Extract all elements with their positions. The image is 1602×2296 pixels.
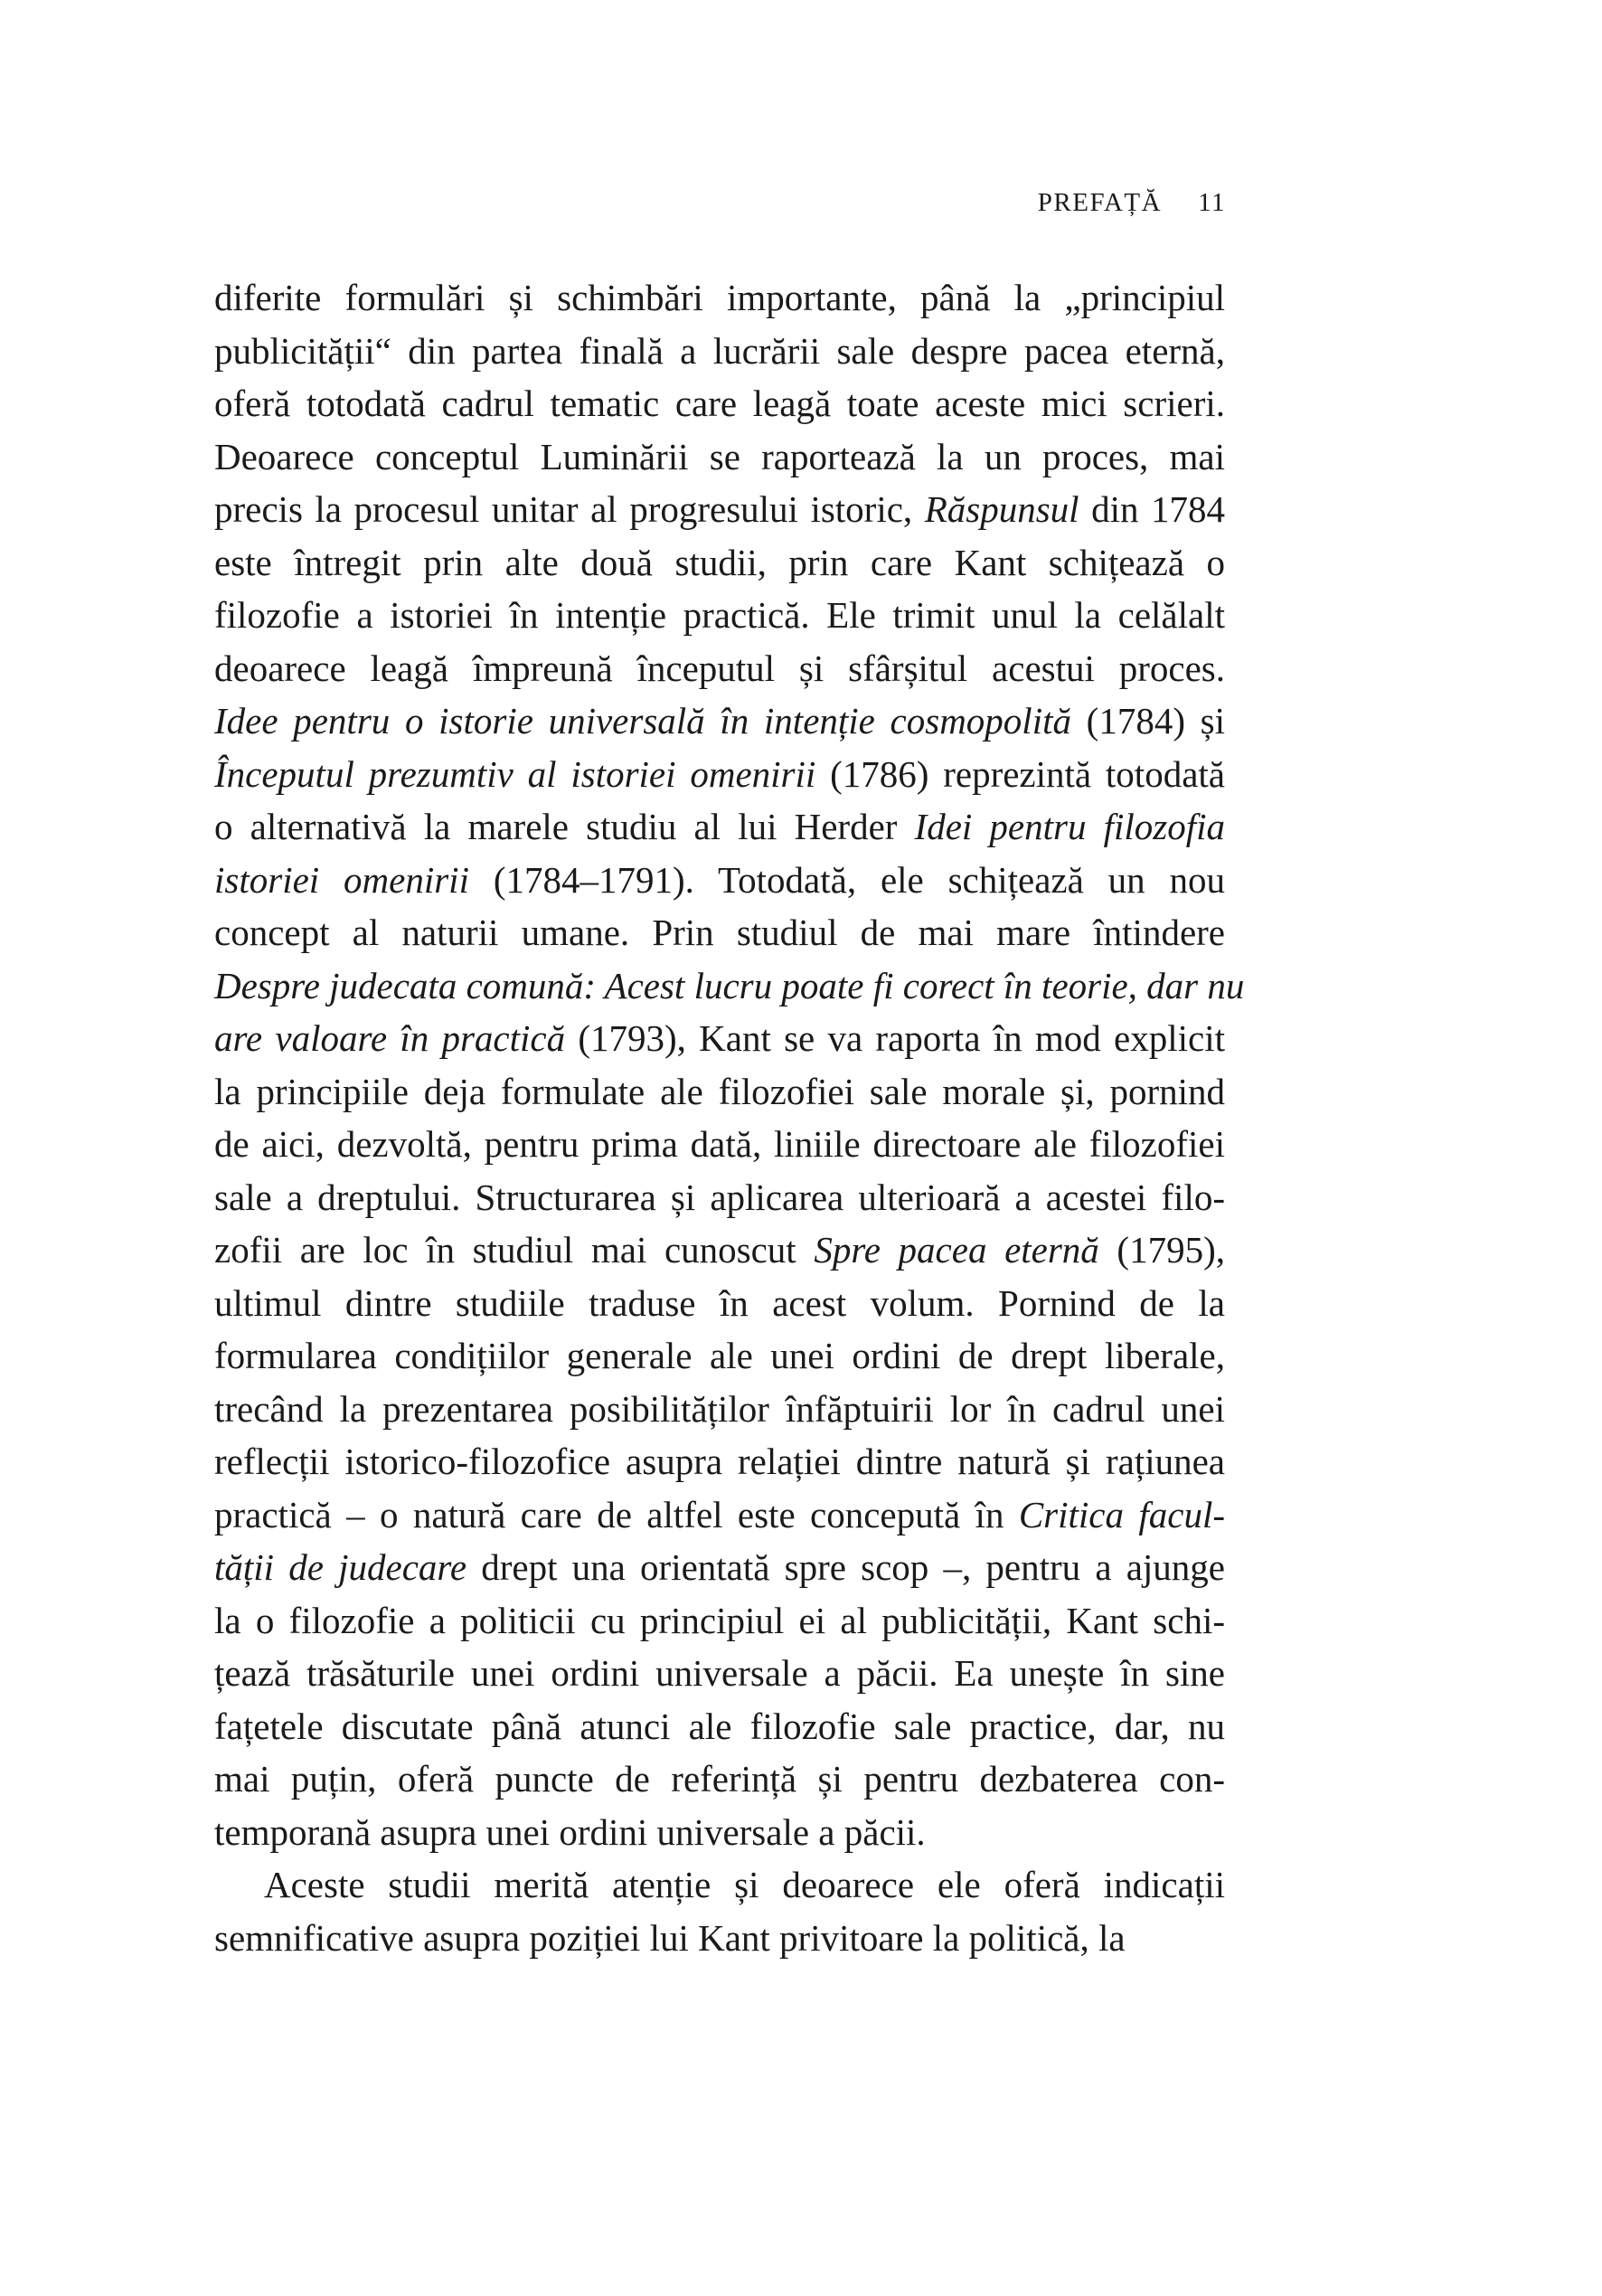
text-segment: fațetele discutate până atunci ale filozofie sale practice, dar, nu <box>214 1705 1225 1747</box>
text-segment: mai puțin, oferă puncte de referință și pentru dezbaterea con- <box>214 1758 1225 1800</box>
text-line <box>214 642 1225 695</box>
text-segment: precis la procesul unitar al progresului istoric, <box>214 488 925 530</box>
text-line <box>214 1065 1225 1119</box>
text-line <box>214 906 1225 959</box>
italic-title: Începutul prezumtiv al istoriei omenirii <box>214 752 816 795</box>
text-segment: zofii are loc în studiul mai cunoscut <box>214 1229 815 1271</box>
text-line <box>214 1224 1225 1277</box>
italic-title: Idee pentru o istorie universală în intenție cosmopolită <box>214 700 1071 742</box>
text-line <box>214 854 1225 907</box>
text-segment: concept al naturii umane. Prin studiul de mai mare întindere <box>214 912 1225 953</box>
text-segment: oferă totodată cadrul tematic care leagă toate aceste mici scrieri. <box>214 383 1225 424</box>
italic-title: istoriei omenirii <box>214 858 469 901</box>
text-line <box>214 959 1245 1013</box>
text-segment: (1786) reprezintă totodată <box>815 752 1225 795</box>
text-line <box>214 1118 1225 1171</box>
italic-title: Răspunsul <box>924 488 1079 530</box>
text-line <box>214 1912 1225 1965</box>
text-line <box>214 589 1225 642</box>
text-segment: (1784–1791). Totodată, ele schițează un nou <box>468 858 1225 901</box>
text-segment: (1784) și <box>1070 700 1225 742</box>
text-segment: ultimul dintre studiile traduse în acest volum. Pornind de la <box>214 1281 1225 1324</box>
text-line <box>214 1700 1225 1753</box>
text-line <box>214 748 1225 801</box>
text-line <box>214 1171 1225 1224</box>
text-segment: Aceste studii merită atenție și deoarece ele oferă indicații <box>264 1864 1225 1905</box>
text-segment: diferite formulări și schimbări importante, până la „principiul <box>214 277 1225 318</box>
text-segment: reflecții istorico-filozofice asupra relației dintre natură și rațiunea <box>214 1441 1225 1482</box>
body-text <box>214 271 1245 1964</box>
text-segment: (1793), Kant se va raporta în mod explicit <box>565 1017 1225 1059</box>
text-line <box>214 1806 1225 1859</box>
italic-title: are valoare în practică <box>214 1017 566 1059</box>
text-segment: practică – o natură care de altfel este concepută în <box>214 1493 1019 1535</box>
text-line <box>214 1012 1225 1065</box>
text-line <box>214 325 1225 378</box>
text-line <box>214 1541 1225 1594</box>
italic-title: Spre pacea eternă <box>814 1229 1099 1271</box>
text-segment: Deoarece conceptul Luminării se raportează la un proces, mai <box>214 435 1225 477</box>
text-line <box>214 1488 1225 1542</box>
italic-title: Critica facul- <box>1018 1493 1226 1535</box>
italic-title: tății de judecare <box>214 1546 467 1588</box>
text-segment: la principiile deja formulate ale filozofiei sale morale și, pornind <box>214 1070 1225 1112</box>
text-line <box>214 1753 1225 1806</box>
text-segment: deoarece leagă împreună începutul și sfârșitul acestui proces. <box>214 647 1225 689</box>
text-segment: publicității“ din partea finală a lucrării sale despre pacea eternă, <box>214 329 1225 372</box>
text-line <box>214 377 1225 430</box>
text-line <box>214 1383 1225 1436</box>
text-line <box>214 1277 1225 1330</box>
running-header <box>1038 188 1226 218</box>
page-number: 11 <box>1198 188 1226 217</box>
text-segment: o alternativă la marele studiu al lui Herder <box>214 806 915 847</box>
text-segment: semnificative asupra poziției lui Kant privitoare la politică, la <box>214 1916 1126 1959</box>
text-line <box>214 1594 1225 1648</box>
text-line <box>214 1329 1225 1383</box>
text-line <box>214 1435 1225 1488</box>
paragraph <box>214 271 1245 1858</box>
text-line <box>214 430 1225 484</box>
text-segment: la o filozofie a politicii cu principiul ei al publicității, Kant schi- <box>214 1599 1225 1641</box>
text-segment: de aici, dezvoltă, pentru prima dată, liniile directoare ale filozofiei <box>214 1123 1225 1165</box>
text-segment: este întregit prin alte două studii, prin care Kant schițează o <box>214 541 1225 583</box>
italic-title: Despre judecata comună: Acest lucru poate fi corect în teorie, dar nu <box>214 964 1245 1006</box>
text-segment: filozofie a istoriei în intenție practică. Ele trimit unul la celălalt <box>214 594 1225 636</box>
text-line <box>214 800 1225 854</box>
italic-title: Idei pentru filozofia <box>914 806 1225 847</box>
text-segment: temporană asupra unei ordini universale a păcii. <box>214 1810 926 1853</box>
text-segment: trecând la prezentarea posibilităților înfăptuirii lor în cadrul unei <box>214 1387 1225 1430</box>
text-line <box>214 1858 1225 1912</box>
running-title: PREFAȚĂ <box>1037 188 1163 217</box>
text-line <box>214 271 1225 325</box>
text-line <box>214 536 1225 590</box>
text-segment: drept una orientată spre scop –, pentru a ajunge <box>466 1546 1226 1588</box>
text-segment: țează trăsăturile unei ordini universale a păcii. Ea unește în sine <box>214 1652 1225 1694</box>
text-segment: (1795), <box>1098 1229 1225 1271</box>
text-line <box>214 483 1225 536</box>
text-segment: sale a dreptului. Structurarea și aplicarea ulterioară a acestei filo- <box>214 1176 1225 1218</box>
paragraph <box>214 1858 1225 1964</box>
text-segment: din 1784 <box>1079 488 1225 530</box>
text-line <box>214 694 1225 748</box>
text-line <box>214 1647 1225 1700</box>
text-segment: formularea condițiilor generale ale unei ordini de drept liberale, <box>214 1335 1225 1376</box>
